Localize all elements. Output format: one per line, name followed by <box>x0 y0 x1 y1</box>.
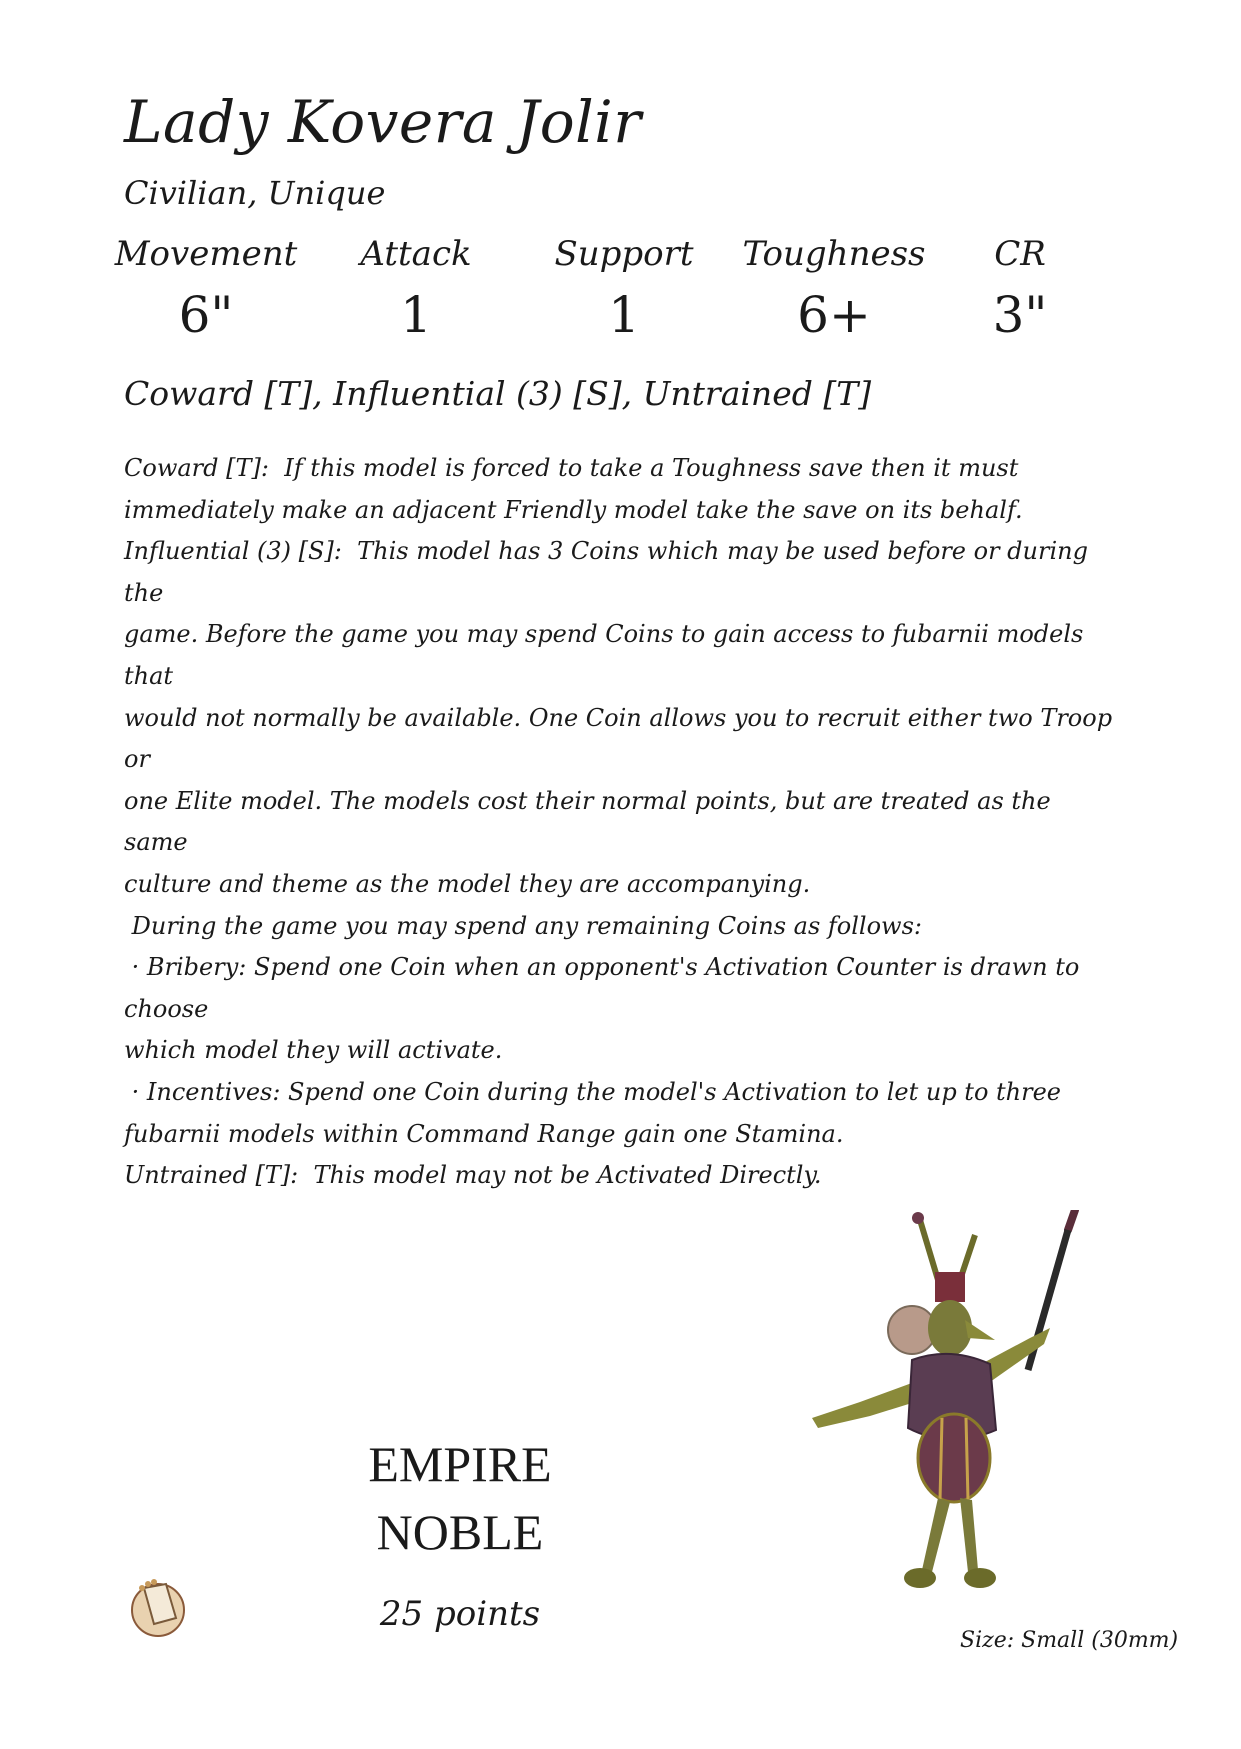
rules-line: which model they will activate. <box>124 1036 503 1065</box>
rules-text <box>124 448 1120 1197</box>
stat-cr <box>920 234 1120 344</box>
stat-label: Toughness <box>742 234 926 274</box>
rules-line: During the game you may spend any remaining Coins as follows: <box>124 911 922 940</box>
card-title: Lady Kovera Jolir <box>124 88 642 156</box>
points-cost: 25 points <box>379 1594 541 1634</box>
stat-movement <box>106 234 306 344</box>
ability-list: Coward [T], Influential (3) [S], Untrained [T] <box>124 374 872 413</box>
card-type: Civilian, Unique <box>124 174 386 212</box>
rules-line: one Elite model. The models cost their normal points, but are treated as the same <box>124 786 1059 857</box>
stat-label: CR <box>994 234 1046 274</box>
faction-line: EMPIRE <box>368 1436 552 1492</box>
stat-value: 6" <box>178 286 234 344</box>
rules-line: would not normally be available. One Coin allows you to recruit either two Troop or <box>124 703 1120 774</box>
rules-line: Untrained [T]: This model may not be Activated Directly. <box>124 1161 822 1190</box>
faction-name <box>300 1430 620 1566</box>
stat-value: 6+ <box>797 286 871 344</box>
stat-support <box>524 234 724 344</box>
stat-line <box>114 234 1124 354</box>
rules-line: game. Before the game you may spend Coins to gain access to fubarnii models that <box>124 620 1091 690</box>
stat-label: Support <box>554 234 694 274</box>
hand-coin-logo <box>126 1574 190 1638</box>
rules-line: · Bribery: Spend one Coin when an opponent's Activation Counter is drawn to choose <box>124 953 1087 1023</box>
stat-toughness <box>734 234 934 344</box>
stat-value: 1 <box>400 286 432 344</box>
stat-label: Movement <box>114 234 298 274</box>
rules-line: culture and theme as the model they are accompanying. <box>124 869 811 898</box>
stat-attack <box>316 234 516 344</box>
goblin-noble-illustration <box>800 1210 1160 1610</box>
rules-line: · Incentives: Spend one Coin during the model's Activation to let up to three <box>124 1077 1062 1106</box>
rules-line: Coward [T]: If this model is forced to take a Toughness save then it must <box>124 454 1019 482</box>
rules-line: immediately make an adjacent Friendly model take the save on its behalf. <box>124 495 1023 524</box>
rules-line: fubarnii models within Command Range gain one Stamina. <box>124 1119 844 1148</box>
stat-label: Attack <box>360 234 472 274</box>
rules-line: Influential (3) [S]: This model has 3 Coins which may be used before or during the <box>124 537 1096 607</box>
stat-value: 3" <box>992 286 1048 344</box>
stat-value: 1 <box>608 286 640 344</box>
model-size: Size: Small (30mm) <box>960 1628 1179 1653</box>
faction-line: NOBLE <box>376 1504 544 1560</box>
